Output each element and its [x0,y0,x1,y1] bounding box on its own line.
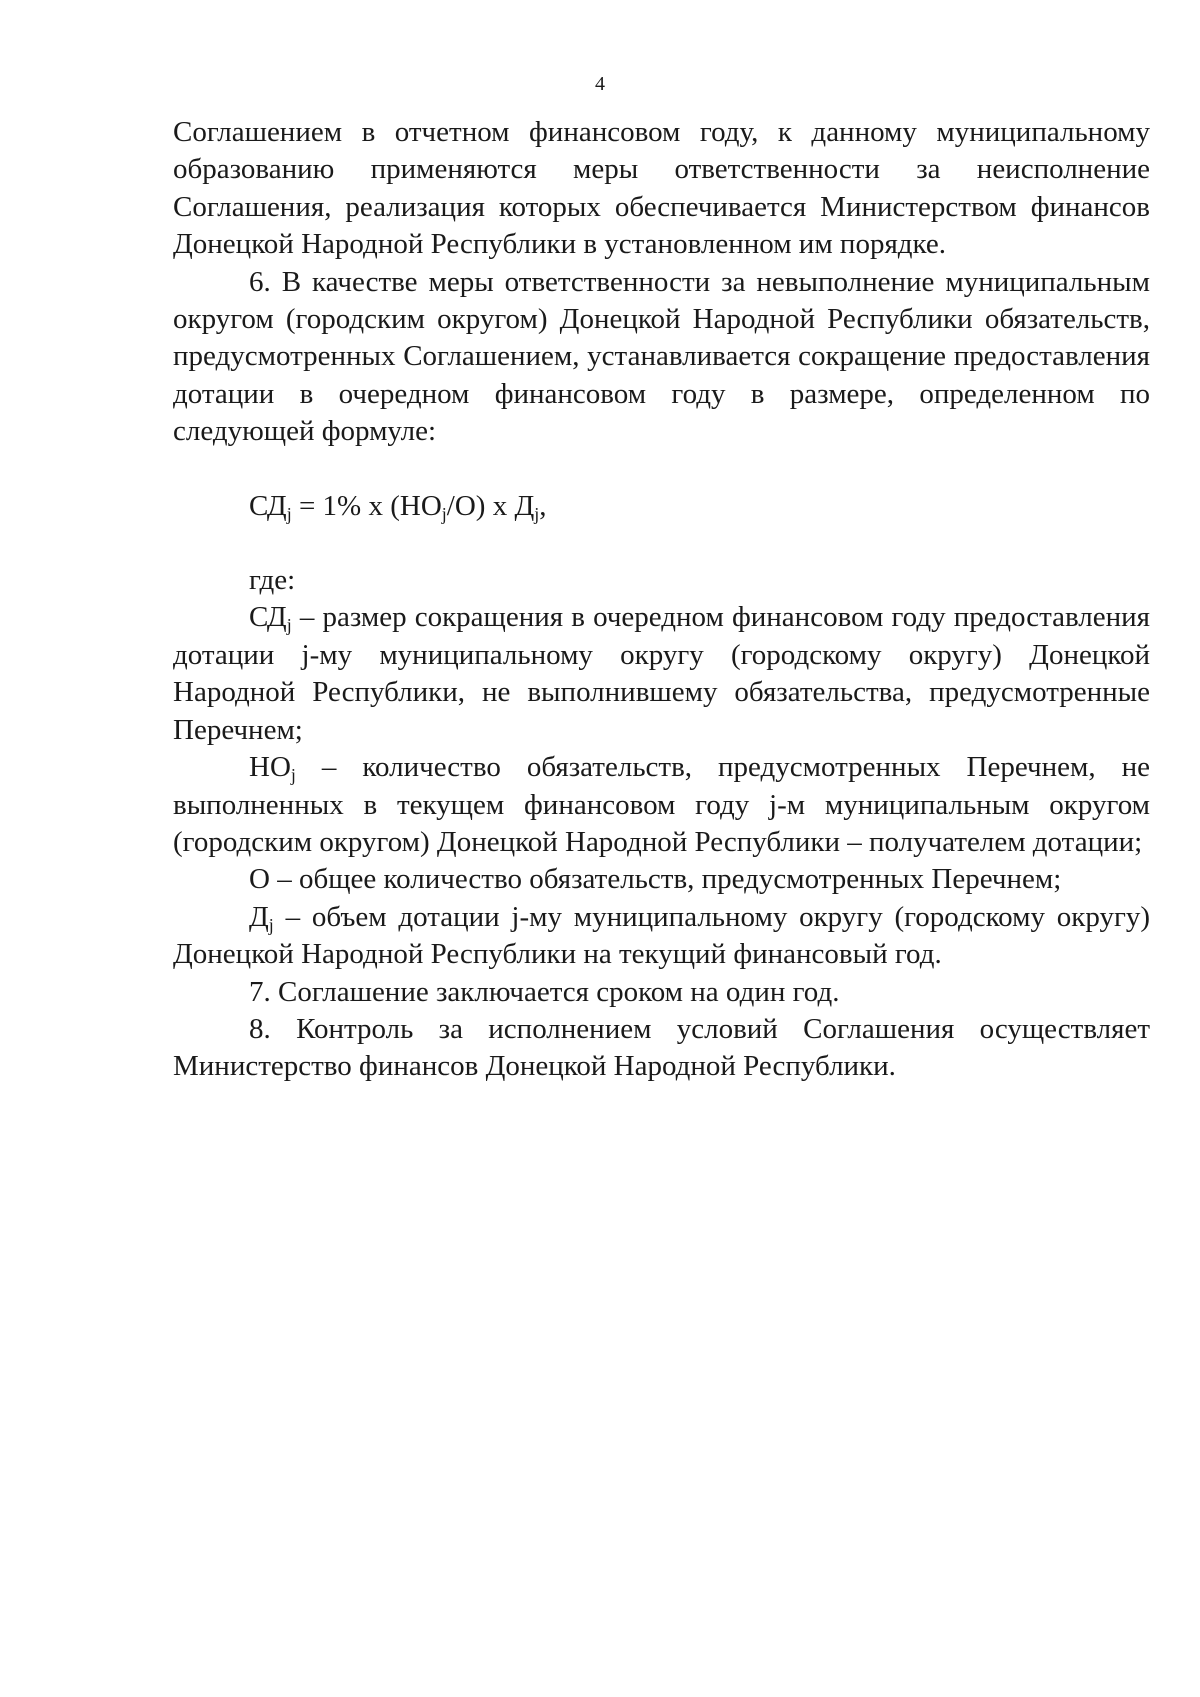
definition-d [173,899,1150,974]
paragraph-continued: Соглашением в отчетном финансовом году, к данному муниципальному образованию применяются меры ответственности за неисполнение Соглашения, реализация которых обеспечивается Министерством финансов Донецкой Народной Республики в установленном им порядке. [173,116,1150,261]
definition-d-symbol: $Д_j$ [249,900,274,935]
formula-d-sub: j [534,503,540,524]
paragraph-8: 8. Контроль за исполнением условий Соглашения осуществляет Министерство финансов Донецкой Народной Республики. [173,1012,1150,1083]
where-label: где: [249,564,296,597]
formula-div-part: /О) х Д [446,489,535,522]
formula-end: , [539,489,547,522]
definition-no-symbol: $НО_j$ [249,751,296,786]
definition-no [173,749,1150,861]
definition-sd-symbol: $СД_j$ [249,601,292,636]
document-body [173,114,1150,1086]
definition-o: О – общее количество обязательств, предусмотренных Перечнем; [249,863,1062,896]
formula [173,488,1150,525]
formula-eq-part: = 1% х (НО [291,489,442,522]
definition-sd [173,599,1150,749]
page-number: 4 [595,73,605,95]
paragraph-7: 7. Соглашение заключается сроком на один год. [249,975,840,1008]
paragraph-6: 6. В качестве меры ответственности за невыполнение муниципальным округом (городским округом) Донецкой Народной Республики обязательств, предусмотренных Соглашением, устанавливается сокращение предоставления дотации в очередном финансовом году в размере, определенном по следующей формуле: [173,265,1150,448]
definition-sd-text: – размер сокращения в очередном финансовом году предоставления дотации j-му муниципальному округу (городскому округу) Донецкой Народной Республики, не выполнившему обязательства, предусмотренные Перечнем; [173,601,1150,746]
formula-sd-sub: j [286,503,292,524]
formula-sd: СД [249,489,287,522]
formula-no-sub: j [441,503,447,524]
definition-d-text: – объем дотации j-му муниципальному округу (городскому округу) Донецкой Народной Республики на текущий финансовый год. [173,900,1150,971]
definition-no-text: – количество обязательств, предусмотренных Перечнем, не выполненных в текущем финансовом году j-м муниципальным округом (городским округом) Донецкой Народной Республики – получателем дотации; [173,751,1150,858]
